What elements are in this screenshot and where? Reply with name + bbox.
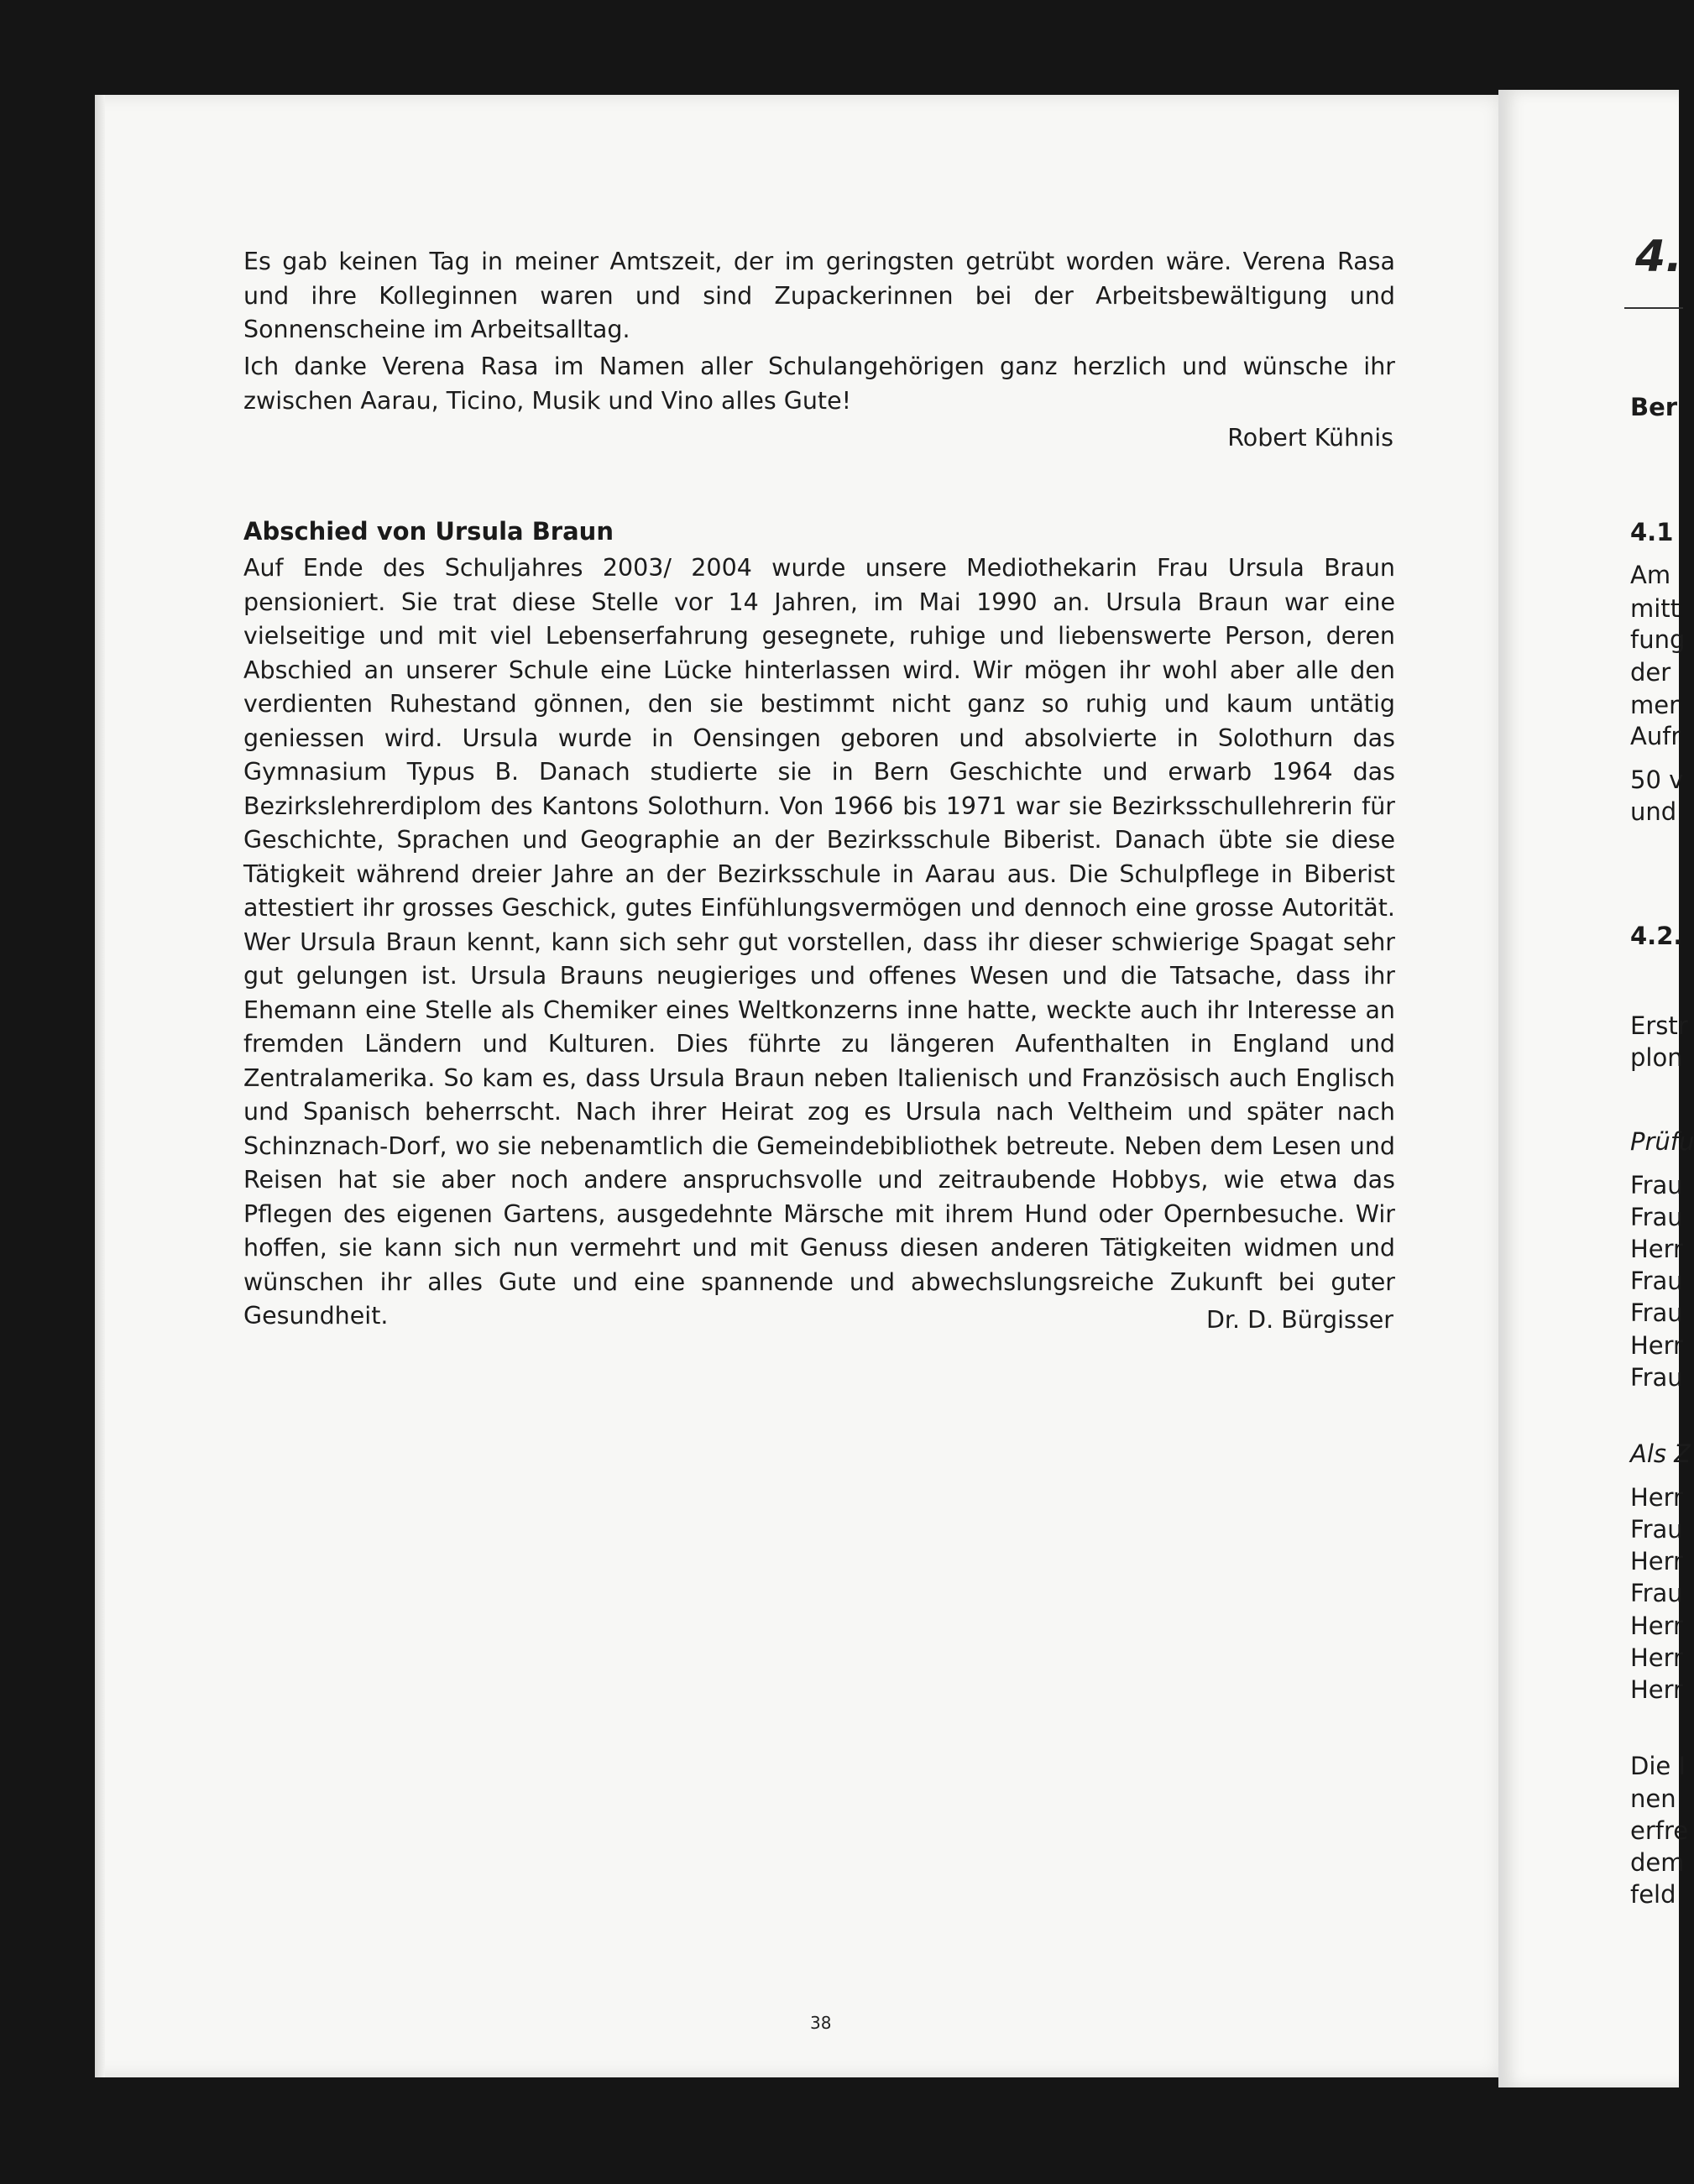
right-line: Ber <box>1630 393 1678 421</box>
right-line: Frau <box>1630 1579 1683 1607</box>
right-line: Frau <box>1630 1267 1683 1295</box>
right-line: Aufr <box>1630 722 1681 750</box>
right-line: Herr <box>1630 1643 1683 1672</box>
signature-robert-kuehnis: Robert Kühnis <box>1227 424 1393 452</box>
signature-buergisser: Dr. D. Bürgisser <box>1205 1306 1393 1334</box>
right-line: der <box>1630 658 1671 687</box>
right-line: Frau <box>1630 1515 1683 1544</box>
right-line: nen <box>1630 1784 1676 1813</box>
right-line: 4.2. <box>1630 922 1683 950</box>
right-line: dem <box>1630 1848 1685 1877</box>
page-number: 38 <box>810 2013 832 2033</box>
right-line: Herr <box>1630 1612 1683 1640</box>
intro-paragraph-2: Ich danke Verena Rasa im Namen aller Schulangehörigen ganz herzlich und wünsche ihr zwischen Aarau, Ticino, Musik und Vino alles Gute! <box>243 353 1395 415</box>
right-line: Herr <box>1630 1483 1683 1512</box>
main-paragraph: Auf Ende des Schuljahres 2003/ 2004 wurde unsere Mediothekarin Frau Ursula Braun pensioniert. Sie trat diese Stelle vor 14 Jahren, im Mai 1990 an. Ursula Braun war eine vielseitige und mit viel Lebenserfahrung gesegnete, ruhige und liebenswerte Person, deren Abschied an unserer Schule eine Lücke hinterlassen wird. Wir mögen ihr wohl aber alle den verdienten Ruhestand gönnen, den sie bestimmt nicht ganz so ruhig und kaum untätig geniessen wird. Ursula wurde in Oensingen geboren und absolvierte in Solothurn das Gymnasium Typus B. Danach studierte sie in Bern Geschichte und erwarb 1964 das Bezirkslehrerdiplom des Kantons Solothurn. Von 1966 bis 1971 war sie Bezirksschullehrerin für Geschichte, Sprachen und Geographie an der Bezirksschule Biberist. Danach übte sie diese Tätigkeit während dreier Jahre an der Bezirksschule in Aarau aus. Die Schulpflege in Biberist attestiert ihr grosses Geschick, gutes Einfühlungsvermögen und dennoch eine grosse Autorität. Wer Ursula Braun kennt, kann sich sehr gut vorstellen, dass ihr dieser schwierige Spagat sehr gut gelungen ist. Ursula Brauns neugieriges und offenes Wesen und die Tatsache, dass ihr Ehemann eine Stelle als Chemiker eines Weltkonzerns inne hatte, weckte auch ihr Interesse an fremden Ländern und Kulturen. Dies führte zu längeren Aufenthalten in England und Zentralamerika. So kam es, dass Ursula Braun neben Italienisch und Französisch auch Englisch und Spanisch beherrscht. Nach ihrer Heirat zog es Ursula nach Veltheim und später nach Schinznach-Dorf, wo sie nebenamtlich die Gemeindebibliothek betreute. Neben dem Lesen und Reisen hat sie aber noch andere anspruchsvolle und zeitraubende Hobbys, wie etwa das Pflegen des eigenen Gartens, ausgedehnte Märsche mit ihrem Hund oder Opernbesuche. Wir hoffen, sie kann sich nun vermehrt und mit Genuss diesen anderen Tätigkeiten widmen und wünschen ihr alles Gute und eine spannende und abwechslungsreiche Zukunft bei guter Gesundheit. <box>243 554 1395 1330</box>
right-line: und <box>1630 797 1677 826</box>
right-line: Herr <box>1630 1235 1683 1263</box>
right-line: plon <box>1630 1043 1683 1072</box>
right-line: Erstr <box>1630 1011 1688 1040</box>
right-line: Prüfu <box>1630 1127 1694 1156</box>
right-page-rule <box>1624 307 1683 309</box>
right-line: 4.1 <box>1630 518 1674 546</box>
section-heading: Abschied von Ursula Braun <box>243 517 614 546</box>
right-line: mer <box>1630 691 1680 719</box>
right-line: Herr <box>1630 1547 1683 1575</box>
right-line: Frau <box>1630 1203 1683 1231</box>
right-line: Als Z <box>1630 1439 1691 1468</box>
right-line: Die I <box>1630 1752 1686 1780</box>
right-line: fung <box>1630 625 1686 654</box>
right-line: Frau <box>1630 1363 1683 1392</box>
right-line: mitt <box>1630 594 1681 623</box>
right-line: erfre <box>1630 1816 1689 1845</box>
right-page-title-fragment: 4. <box>1635 232 1682 282</box>
right-line: feld <box>1630 1880 1676 1909</box>
right-line: Herr <box>1630 1675 1683 1704</box>
right-line: Am <box>1630 561 1671 589</box>
intro-paragraph-1: Es gab keinen Tag in meiner Amtszeit, der im geringsten getrübt worden wäre. Verena Rasa und ihre Kolleginnen waren und sind Zupackerinnen bei der Arbeitsbewältigung und Sonnenscheine im Arbeitsalltag. <box>243 248 1395 343</box>
right-line: Frau <box>1630 1298 1683 1327</box>
right-line: Herr <box>1630 1331 1683 1360</box>
right-line: 50 v <box>1630 765 1684 794</box>
right-line: Frau <box>1630 1171 1683 1199</box>
